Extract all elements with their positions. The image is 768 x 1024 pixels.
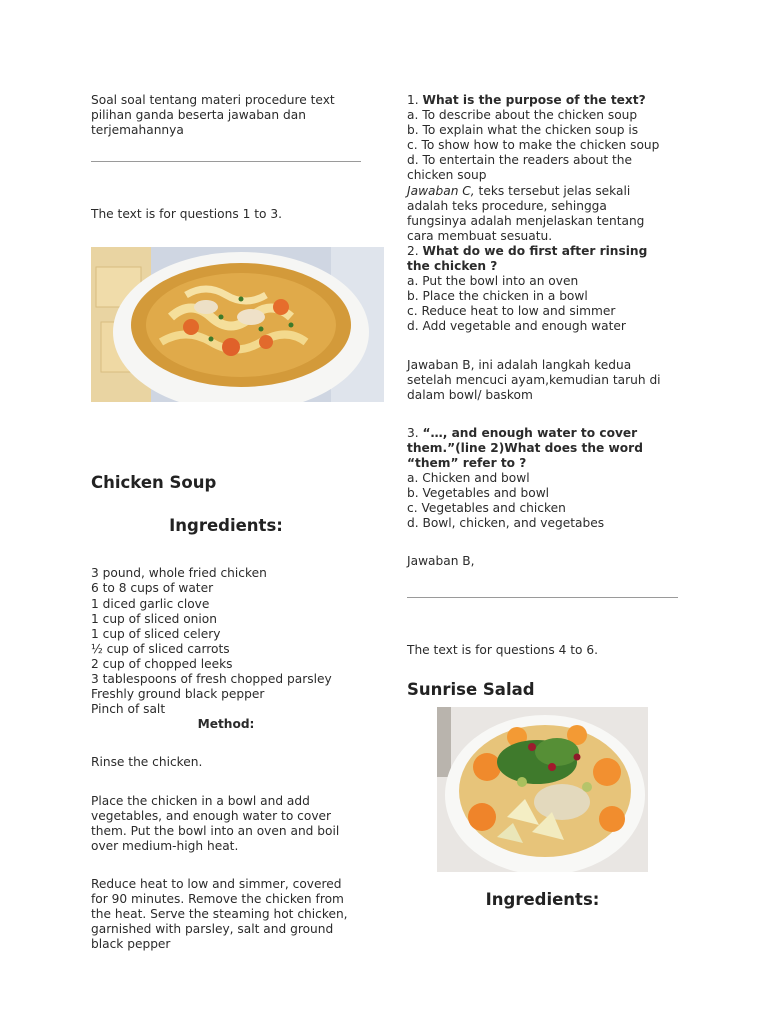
answer: Jawaban B, <box>407 554 475 569</box>
question-text: What do we do first after rinsing <box>422 243 648 258</box>
question-1: 1. What is the purpose of the text? a. To describe about the chicken soup b. To explain what the chicken soup is c. To show how to make the chicken soup d. To entertain the readers about the chicken soup Jawaban C, teks tersebut jelas sekali adalah teks procedure, sehingga fungsinya adalah menjelaskan tentang cara membuat sesuatu. <box>407 93 682 244</box>
question-3: 3. “…, and enough water to cover them.”(line 2)What does the word “them” refer to ? a. Chicken and bowl b. Vegetables and bowl c. Vegetables and chicken d. Bowl, chicken, and vegetabes Jawaban B, <box>407 426 682 570</box>
method-step: Rinse the chicken. <box>91 755 203 770</box>
list-item: 2 cup of chopped leeks <box>91 656 233 671</box>
list-item: Pinch of salt <box>91 702 166 717</box>
option: a. To describe about the chicken soup <box>407 108 638 123</box>
soup-bowl-icon <box>91 247 384 402</box>
list-item: Freshly ground black pepper <box>91 687 265 702</box>
option: c. To show how to make the chicken soup <box>407 138 660 153</box>
option: d. Bowl, chicken, and vegetabes <box>407 516 605 531</box>
left-column <box>91 93 381 952</box>
option: d. Add vegetable and enough water <box>407 319 626 334</box>
option: a. Put the bowl into an oven <box>407 274 579 289</box>
list-item: 1 cup of sliced onion <box>91 611 217 626</box>
list-item: 1 diced garlic clove <box>91 596 210 611</box>
recipe-title: Chicken Soup <box>91 473 217 493</box>
intro-text: Soal soal tentang materi procedure text pilihan ganda beserta jawaban dan terjemahannya <box>91 93 335 138</box>
sunrise-salad-image <box>437 707 648 872</box>
option: b. To explain what the chicken soup is <box>407 123 639 138</box>
option: chicken soup <box>407 168 487 183</box>
ingredients-list <box>91 566 381 717</box>
text-for-questions-4-6: The text is for questions 4 to 6. <box>407 642 598 657</box>
text-for-questions-1-3: The text is for questions 1 to 3. <box>91 207 282 222</box>
list-item: 6 to 8 cups of water <box>91 581 214 596</box>
ingredients-heading: Ingredients: <box>169 516 283 536</box>
answer: Jawaban C, teks tersebut jelas sekali <box>407 183 631 198</box>
method-heading: Method: <box>197 717 255 732</box>
option: d. To entertain the readers about the <box>407 153 633 168</box>
option: a. Chicken and bowl <box>407 471 530 486</box>
chicken-soup-image <box>91 247 384 402</box>
option: c. Reduce heat to low and simmer <box>407 304 616 319</box>
list-item: 3 tablespoons of fresh chopped parsley <box>91 672 332 687</box>
option: b. Place the chicken in a bowl <box>407 289 588 304</box>
list-item: 3 pound, whole fried chicken <box>91 566 267 581</box>
option: c. Vegetables and chicken <box>407 501 566 516</box>
question-text: “…, and enough water to cover <box>422 425 638 440</box>
ingredients2-heading: Ingredients: <box>485 889 600 909</box>
method-step: Place the chicken in a bowl and add vegetables, and enough water to cover them. Put the bowl into an oven and boil over medium-high heat. <box>91 793 340 853</box>
list-item: 1 cup of sliced celery <box>91 626 221 641</box>
question-2: 2. What do we do first after rinsing the chicken ? a. Put the bowl into an oven b. Place the chicken in a bowl c. Reduce heat to low and simmer d. Add vegetable and enough water Jawaban B, ini adalah langkah kedua setelah mencuci ayam,kemudian taruh di dalam bowl/ baskom <box>407 244 682 403</box>
method-step: Reduce heat to low and simmer, covered for 90 minutes. Remove the chicken from the heat. Serve the steaming hot chicken, garnished with parsley, salt and ground black pepper <box>91 876 348 952</box>
salad-bowl-icon <box>437 707 648 872</box>
recipe2-title: Sunrise Salad <box>407 679 535 699</box>
question-text: What is the purpose of the text? <box>422 93 646 107</box>
list-item: ½ cup of sliced carrots <box>91 641 230 656</box>
answer: Jawaban B, ini adalah langkah kedua <box>407 357 632 372</box>
option: b. Vegetables and bowl <box>407 486 550 501</box>
